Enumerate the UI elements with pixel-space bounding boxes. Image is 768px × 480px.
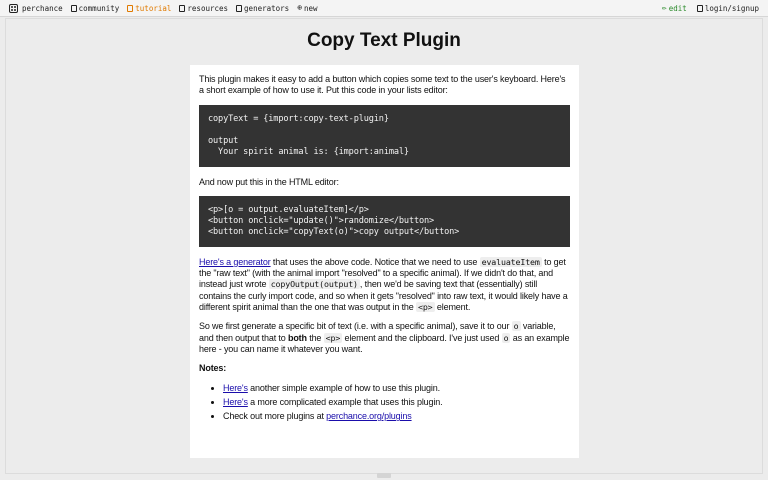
inline-code: <p>: [417, 302, 433, 313]
nav-brand-link[interactable]: [9, 4, 63, 13]
explanation-paragraph: [199, 257, 570, 313]
inline-code: o: [503, 332, 509, 343]
inline-code: o: [513, 321, 519, 332]
pencil-icon: ✏: [661, 3, 667, 12]
resize-handle[interactable]: [377, 473, 391, 478]
dice-icon: [9, 4, 18, 13]
html-code-block: <p>[o = output.evaluateItem]</p> <button onclick="update()">randomize</button> <button onclick="copyText(o)">copy output</button>: [199, 196, 570, 247]
nav-tutorial[interactable]: [127, 4, 171, 13]
page-title: Copy Text Plugin: [307, 30, 461, 51]
text-segment: variable, and then output that to: [199, 321, 556, 343]
complex-example-link[interactable]: Here's: [223, 396, 248, 407]
plugins-link[interactable]: perchance.org/plugins: [326, 411, 412, 422]
nav-edit-label: edit: [668, 3, 687, 13]
nav-left: [0, 4, 326, 13]
text-segment: as an example here - you can name it whatever you want.: [199, 332, 570, 354]
top-nav: [0, 0, 768, 17]
text-segment: element.: [434, 302, 471, 313]
text-segment: another simple example of how to use this plugin.: [247, 382, 440, 393]
bold-text: both: [287, 332, 307, 343]
text-segment: to get the "raw text" (with the animal import "resolved" to a specific animal). If we didn't do that, and instead just wrote: [199, 256, 566, 290]
html-intro-paragraph: And now put this in the HTML editor:: [199, 176, 339, 187]
text-segment: the: [306, 332, 324, 343]
nav-generators-label: generators: [244, 3, 290, 13]
text-segment: , then we'd be saving text that (essentially) still contains the curly import code, and so when it gets "resolved" into raw text, it would likely have a different spirit animal than the one that was output in the: [199, 279, 568, 313]
list-item: [223, 383, 570, 394]
simple-example-link[interactable]: Here's: [223, 382, 248, 393]
list-item: [223, 411, 570, 422]
plus-circle-icon: ⊕: [297, 3, 303, 12]
nav-edit[interactable]: [662, 4, 687, 13]
nav-new[interactable]: [297, 4, 317, 13]
nav-login-label: login/signup: [704, 3, 759, 13]
nav-right: [652, 4, 768, 13]
lists-code-block: copyText = {import:copy-text-plugin} output Your spirit animal is: {import:animal}: [199, 105, 570, 167]
nav-new-label: new: [304, 3, 318, 13]
nav-generators[interactable]: [236, 4, 289, 13]
nav-community-label: community: [78, 3, 120, 13]
inline-code: evaluateItem: [481, 256, 540, 267]
nav-community[interactable]: [71, 4, 120, 13]
notes-heading: Notes:: [199, 363, 227, 374]
nav-tutorial-label: tutorial: [135, 3, 172, 13]
text-segment: that uses the above code. Notice that we need to use: [270, 256, 480, 267]
community-icon: [71, 5, 77, 12]
nav-login[interactable]: [697, 4, 759, 13]
nav-resources[interactable]: [179, 4, 228, 13]
nav-brand-label: perchance: [22, 3, 63, 13]
notes-list: [199, 383, 570, 423]
text-segment: So we first generate a specific bit of text (i.e. with a specific animal), save it to our: [199, 321, 512, 332]
article-content: [190, 65, 579, 458]
resources-icon: [179, 5, 185, 12]
text-segment: Check out more plugins at: [223, 411, 327, 422]
inline-code: <p>: [325, 332, 341, 343]
text-segment: a more complicated example that uses this plugin.: [247, 396, 443, 407]
tutorial-icon: [127, 5, 133, 12]
generator-example-link[interactable]: Here's a generator: [199, 256, 271, 267]
generators-icon: [236, 5, 242, 12]
variable-paragraph: [199, 321, 570, 355]
inline-code: copyOutput(output): [270, 279, 358, 290]
text-segment: element and the clipboard. I've just used: [342, 332, 502, 343]
nav-resources-label: resources: [187, 3, 229, 13]
user-icon: [697, 5, 703, 12]
list-item: [223, 397, 570, 408]
intro-paragraph: This plugin makes it easy to add a button which copies some text to the user's keyboard. Here's a short example of how to use it. Put this code in your lists editor:: [199, 74, 566, 96]
